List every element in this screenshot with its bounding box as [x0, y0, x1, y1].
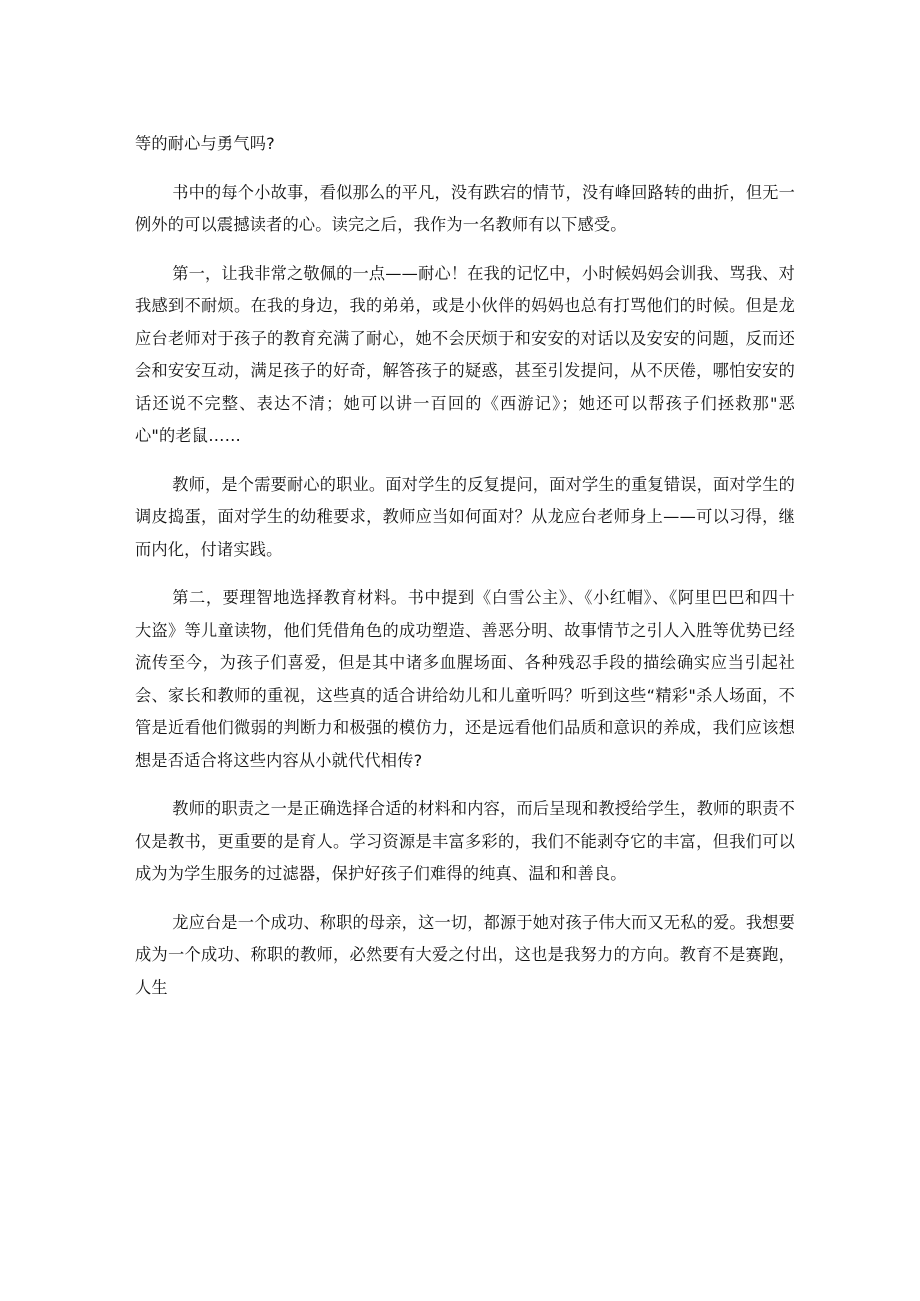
paragraph-first-patience: 第一，让我非常之敬佩的一点——耐心！在我的记忆中，小时候妈妈会训我、骂我、对我感到不耐烦。在我的身边，我的弟弟，或是小伙伴的妈妈也总有打骂他们的时候。但是龙应台老师对于孩子的教育充满了耐心，她不会厌烦于和安安的对话以及安安的问题，反而还会和安安互动，满足孩子的好奇，解答孩子的疑惑，甚至引发提问，从不厌倦，哪怕安安的话还说不完整、表达不清；她可以讲一百回的《西游记》；她还可以帮孩子们拯救那"恶心"的老鼠…… — [135, 263, 795, 445]
paragraph-story-impression: 书中的每个小故事，看似那么的平凡，没有跌宕的情节，没有峰回路转的曲折，但无一例外的可以震撼读者的心。读完之后，我作为一名教师有以下感受。 — [135, 182, 795, 234]
paragraph-continuation: 等的耐心与勇气吗? — [135, 134, 275, 153]
paragraph-teacher-patience: 教师，是个需要耐心的职业。面对学生的反复提问，面对学生的重复错误，面对学生的调皮捣蛋，面对学生的幼稚要求，教师应当如何面对？从龙应台老师身上——可以习得，继而内化，付诸实践。 — [135, 474, 795, 559]
document-page — [135, 128, 795, 1020]
paragraph-conclusion: 龙应台是一个成功、称职的母亲，这一切，都源于她对孩子伟大而又无私的爱。我想要成为一个成功、称职的教师，必然要有大爱之付出，这也是我努力的方向。教育不是赛跑，人生 — [135, 912, 795, 997]
paragraph-teacher-duty: 教师的职责之一是正确选择合适的材料和内容，而后呈现和教授给学生，教师的职责不仅是教书，更重要的是育人。学习资源是丰富多彩的，我们不能剥夺它的丰富，但我们可以成为为学生服务的过滤器，保护好孩子们难得的纯真、温和和善良。 — [135, 799, 795, 883]
paragraph-second-materials: 第二，要理智地选择教育材料。书中提到《白雪公主》、《小红帽》、《阿里巴巴和四十大盗》等儿童读物，他们凭借角色的成功塑造、善恶分明、故事情节之引人入胜等优势已经流传至今，为孩子们喜爱，但是其中诸多血腥场面、各种残忍手段的描绘确实应当引起社会、家长和教师的重视，这些真的适合讲给幼儿和儿童听吗？听到这些“精彩"杀人场面，不管是近看他们微弱的判断力和极强的模仿力，还是远看他们品质和意识的养成，我们应该想想是否适合将这些内容从小就代代相传? — [135, 588, 795, 770]
